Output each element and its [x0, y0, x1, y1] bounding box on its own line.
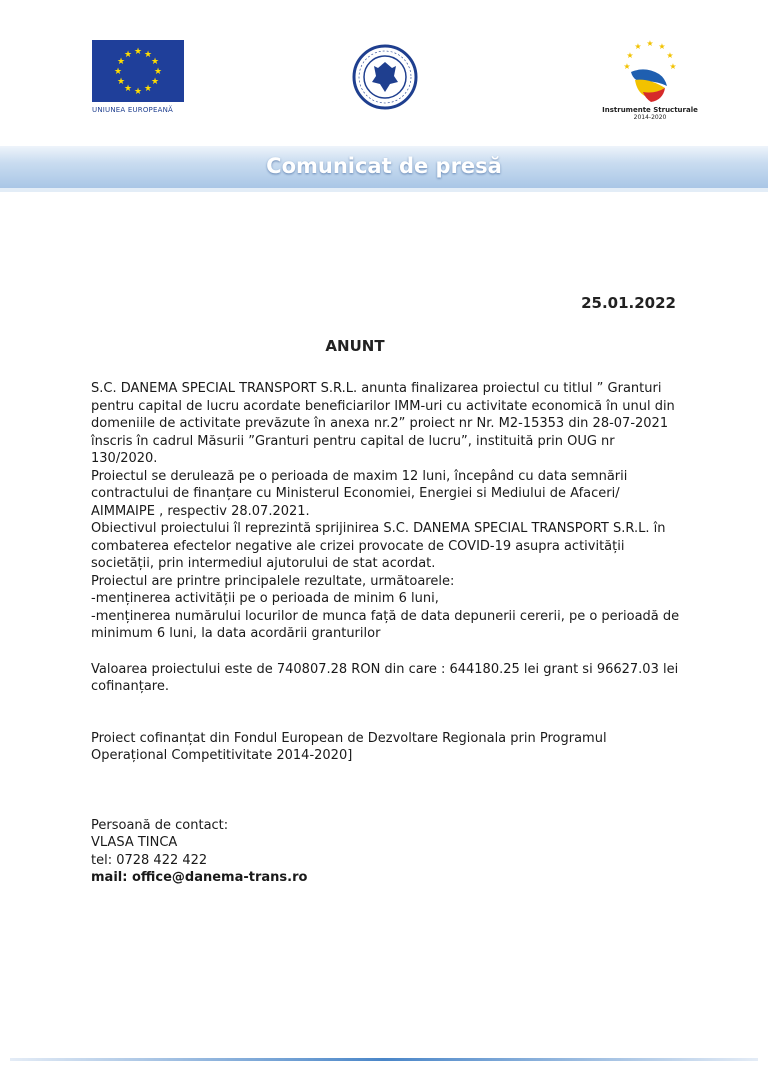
svg-text:★: ★ — [133, 87, 143, 97]
svg-text:★: ★ — [626, 51, 634, 60]
svg-text:★: ★ — [143, 50, 153, 60]
contact-name: VLASA TINCA — [91, 835, 178, 850]
result-item-2: -menținerea numărului locurilor de munca față de data depunerii cererii, pe o perioadă de minimum 6 luni, la data acordării granturilor — [91, 608, 680, 641]
svg-text:★: ★ — [116, 77, 126, 87]
paragraph-objective: Obiectivul proiectului îl reprezintă sprijinirea S.C. DANEMA SPECIAL TRANSPORT S.R.L. în combaterea efectelor negative ale crizei provocate de COVID-19 asupra activității societății, prin intermediul ajutorului de stat acordat. — [91, 521, 666, 571]
contact-email: mail: office@danema-trans.ro — [91, 870, 308, 885]
eu-caption: UNIUNEA EUROPEANĂ — [92, 106, 173, 114]
svg-text:★: ★ — [113, 67, 123, 77]
eu-flag-icon — [92, 40, 184, 102]
document-body — [91, 380, 681, 887]
paragraph-value: Valoarea proiectului este de 740807.28 RON din care : 644180.25 lei grant si 96627.03 lei cofinanțare. — [91, 661, 679, 694]
footer-divider — [10, 1058, 758, 1061]
press-release-banner — [0, 146, 768, 192]
eu-logo — [92, 40, 186, 114]
instrumente-structurale-logo — [600, 36, 700, 121]
document-heading: ANUNT — [325, 337, 385, 355]
svg-text:★: ★ — [623, 62, 631, 71]
paragraph-results-intro: Proiectul are printre principalele rezultate, următoarele: — [91, 573, 455, 589]
svg-text:★: ★ — [634, 42, 642, 51]
is-title: Instrumente Structurale — [602, 106, 698, 114]
result-item-1: -menținerea activității pe o perioada de minim 6 luni, — [91, 591, 439, 606]
svg-text:★: ★ — [669, 62, 677, 71]
paragraph-announcement: S.C. DANEMA SPECIAL TRANSPORT S.R.L. anunta finalizarea proiectul cu titlul ” Granturi pentru capital de lucru acordate beneficiarilor IMM-uri cu activitate economică în unul din domeniile de activitate prevăzute în anexa nr.2” proiect nr Nr. M2-15353 din 28-07-2021 înscris în cadrul Măsurii ”Granturi pentru capital de lucru”, instituită prin OUG nr 130/2020. — [91, 381, 675, 466]
svg-text:★: ★ — [143, 84, 153, 94]
svg-text:★: ★ — [150, 77, 160, 87]
svg-text:★: ★ — [150, 57, 160, 67]
paragraph-cofinancing: Proiect cofinanțat din Fondul European de Dezvoltare Regionala prin Programul Operațional Competitivitate 2014-2020] — [91, 730, 607, 763]
paragraph-duration: Proiectul se derulează pe o perioada de maxim 12 luni, începând cu data semnării contractului de finanțare cu Ministerul Economiei, Energiei si Mediului de Afaceri/ AIMMAIPE , respectiv 28.07.2021. — [91, 468, 628, 519]
svg-text:★: ★ — [133, 47, 143, 57]
svg-text:★: ★ — [646, 39, 654, 48]
document-date: 25.01.2022 — [581, 294, 676, 312]
instrumente-structurale-icon — [615, 36, 685, 104]
contact-label: Persoană de contact: — [91, 817, 229, 833]
svg-text:★: ★ — [658, 42, 666, 51]
svg-text:★: ★ — [123, 50, 133, 60]
svg-text:★: ★ — [123, 84, 133, 94]
contact-phone: tel: 0728 422 422 — [91, 852, 208, 868]
svg-text:★: ★ — [666, 51, 674, 60]
is-years: 2014-2020 — [633, 114, 667, 121]
header-logos — [0, 0, 768, 140]
svg-text:★: ★ — [153, 67, 163, 77]
romanian-government-seal-icon — [352, 44, 418, 110]
svg-text:★: ★ — [116, 57, 126, 67]
banner-title: Comunicat de presă — [266, 154, 502, 178]
